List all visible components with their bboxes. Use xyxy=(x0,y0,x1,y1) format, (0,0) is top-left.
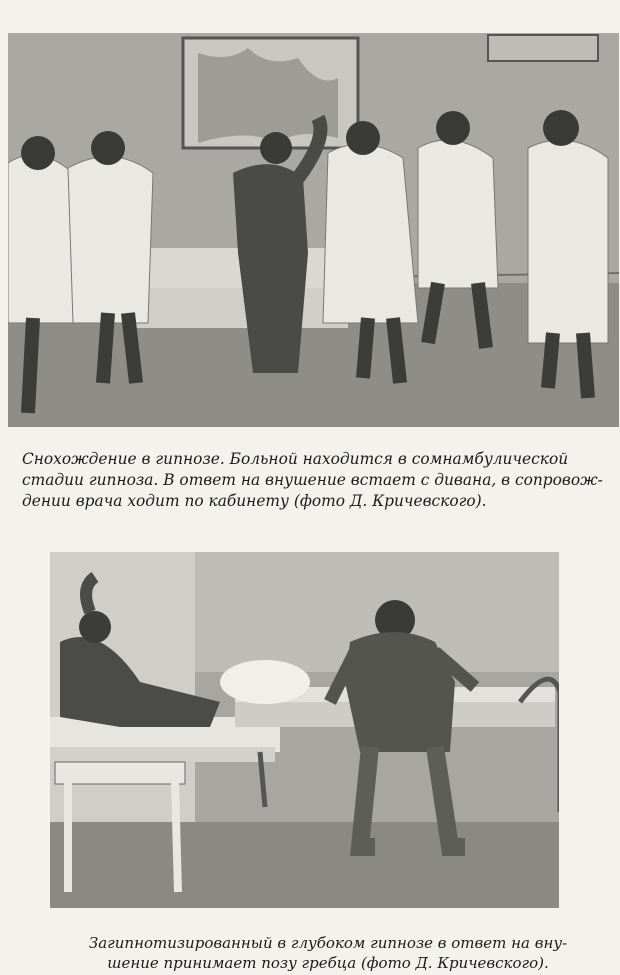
caption-line: шение принимает позу гребца (фото Д. Кричевского). xyxy=(107,954,549,972)
caption-line: Снохождение в гипнозе. Больной находится в сомнамбулической xyxy=(22,450,569,468)
rower-pose-illustration xyxy=(50,552,559,908)
somnambulism-illustration xyxy=(8,33,619,427)
somnambulism-caption xyxy=(22,449,608,512)
rower-pose-photo xyxy=(50,552,559,908)
caption-line: Загипнотизированный в глубоком гипнозе в ответ на вну- xyxy=(88,934,568,952)
somnambulism-photo xyxy=(8,33,619,427)
caption-line: стадии гипноза. В ответ на внушение встает с дивана, в сопровож- xyxy=(22,471,603,489)
caption-line: дении врача ходит по кабинету (фото Д. Кричевского). xyxy=(22,492,487,510)
rower-pose-caption xyxy=(66,933,590,973)
